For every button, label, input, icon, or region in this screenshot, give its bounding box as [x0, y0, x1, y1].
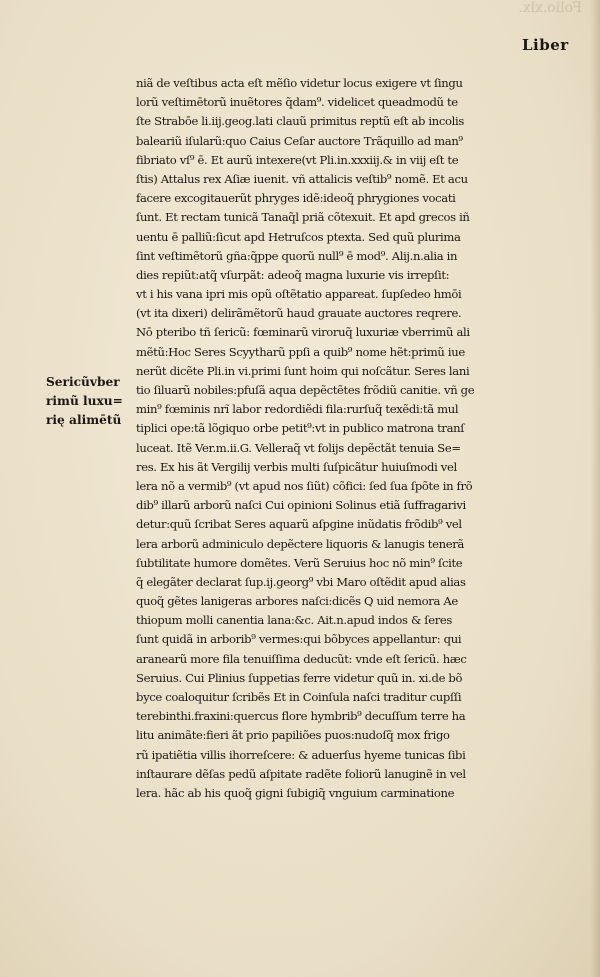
text-line: nerũt dicẽte Pli.in vi.primi ſunt hoim qui noſcãtur. Seres lani: [136, 363, 470, 378]
text-line: vt i his vana ipri mis opũ oſtẽtatio appareat. ſupſedeo hmōi: [136, 287, 462, 302]
text-line: fibriato vſ⁹ ē. Et aurũ intexere(vt Pli.in.xxxiij.& in viij eſt te: [136, 152, 459, 167]
text-line: ſunt quidã in arborib⁹ vermes:qui bõbyces appellantur: qui: [136, 632, 462, 647]
text-line: Seruius. Cui Plinius ſuppetias ferre videtur quũ in. xi.de bõ: [136, 670, 463, 685]
text-line: baleariũ iſularũ:quo Caius Ceſar auctore Trãquillo ad man⁹: [136, 133, 463, 148]
text-line: thiopum molli canentia lana:&c. Ait.n.apud indos & ſeres: [136, 613, 453, 628]
text-line: luceat. Itẽ Ver.m.ii.G. Velleraq̃ vt folijs depẽctãt tenuia Se=: [136, 440, 461, 455]
text-line: res. Ex his ãt Vergilij verbis multi ſuſpicãtur huiuſmodi vel: [136, 459, 457, 474]
text-line: ſint veſtimẽtorũ gña:q̃ppe quorũ null⁹ ē mod⁹. Alij.n.alia in: [136, 248, 458, 263]
text-line: dib⁹ illarũ arborũ naſci Cui opinioni Solinus etiã ſuffragarivi: [136, 498, 466, 513]
bleed-through-text: Folio.xlx.: [518, 0, 582, 16]
text-line: quoq̃ gẽtes lanigeras arbores naſci:dicẽs Q uid nemora Ae: [136, 594, 458, 609]
text-line: byce coaloquitur ſcribẽs Et in Coinſula naſci traditur cupſſi: [136, 690, 462, 704]
page-edge-shadow: [590, 0, 600, 977]
margin-note-line: Sericũvber: [46, 375, 120, 389]
text-line: lera. hãc ab his quoq̃ gigni ſubigiq̃ vnguium carminatione: [136, 785, 455, 800]
running-head: Liber: [522, 36, 569, 54]
text-line: lorũ veſtimētorũ inuẽtores q̃dam⁹. videlicet queadmodũ te: [136, 95, 458, 110]
text-line: detur:quũ ſcribat Seres aquarũ aſpgine inũdatis frõdib⁹ vel: [136, 517, 462, 532]
text-line: facere excogitauerũt phryges idẽ:ideoq̃ phrygiones vocati: [136, 191, 456, 206]
text-line: mẽtũ:Hoc Seres Scyytharũ ppſi a quib⁹ nome hẽt:primũ iue: [136, 344, 465, 359]
margin-note-line: rię alimētũ: [46, 413, 122, 428]
text-line: inſtaurare dẽſas pedũ aſpitate radẽte foliorũ lanuginẽ in vel: [136, 766, 466, 781]
text-line: ſte Strabōe li.iij.geog.lati clauũ primitus reptũ eſt ab incolis: [136, 114, 464, 129]
text-line: min⁹ fœminis nrĩ labor redordiẽdi fila:rurſuq̃ texẽdi:tã mul: [136, 402, 459, 417]
body-text-column: [136, 74, 572, 803]
text-line: lera nõ a vermib⁹ (vt apud nos ſiũt) cõfici: ſed ſua ſpõte in frõ: [136, 478, 473, 493]
text-line: aranearũ more fila tenuiſſima deducũt: vnde eſt ſericũ. hæc: [136, 651, 467, 666]
text-line: rũ ipatiẽtia villis ihorreſcere: & aduerſus hyeme tunicas ſibi: [136, 747, 466, 762]
text-line: ſubtilitate humore domẽtes. Verũ Seruius hoc nõ min⁹ ſcite: [136, 555, 463, 570]
text-line: q̃ elegãter declarat ſup.ij.georg⁹ vbi Maro oſtẽdit apud alias: [136, 574, 466, 589]
text-line: uentu ē palliũ:ſicut apd Hetruſcos ptexta. Sed quũ plurima: [136, 229, 461, 244]
text-line: terebinthi.fraxini:quercus flore hymbrib⁹ decuſſum terre ha: [136, 709, 466, 724]
text-line: Nō pteribo tñ ſericũ: fœminarũ viroruq̃ luxuriæ vberrimũ ali: [136, 325, 470, 340]
text-line: dies repiũt:atq̃ vſurpãt: adeoq̃ magna luxurie vis irrepſit:: [136, 267, 450, 282]
text-line: niã de veſtibus acta eſt mẽſio videtur locus exigere vt ſingu: [136, 76, 463, 90]
text-line: ſunt. Et rectam tunicã Tanaq̃l priã cõtexuit. Et apd grecos iñ: [136, 210, 470, 225]
text-line: tio ſiluarũ nobiles:pfuſã aqua depẽctẽtes frõdiũ canitie. vñ ge: [136, 383, 475, 397]
margin-note: [46, 373, 136, 431]
text-line: tiplici ope:tã lõgiquo orbe petit⁹:vt in publico matrona tranſ: [136, 421, 465, 436]
margin-note-line: rimũ luxu=: [46, 394, 123, 409]
text-line: litu animãte:fieri ãt prio papiliões puos:nudoſq̃ mox frigo: [136, 728, 450, 743]
text-line: ſtis) Attalus rex Aſiæ iuenit. vñ attalicis veſtib⁹ nomẽ. Et acu: [136, 171, 468, 186]
text-line: lera arborũ adminiculo depẽctere liquoris & lanugis tenerã: [136, 536, 464, 551]
text-line: (vt ita dixeri) delirãmẽtorũ haud grauate auctores reqrere.: [136, 306, 462, 321]
